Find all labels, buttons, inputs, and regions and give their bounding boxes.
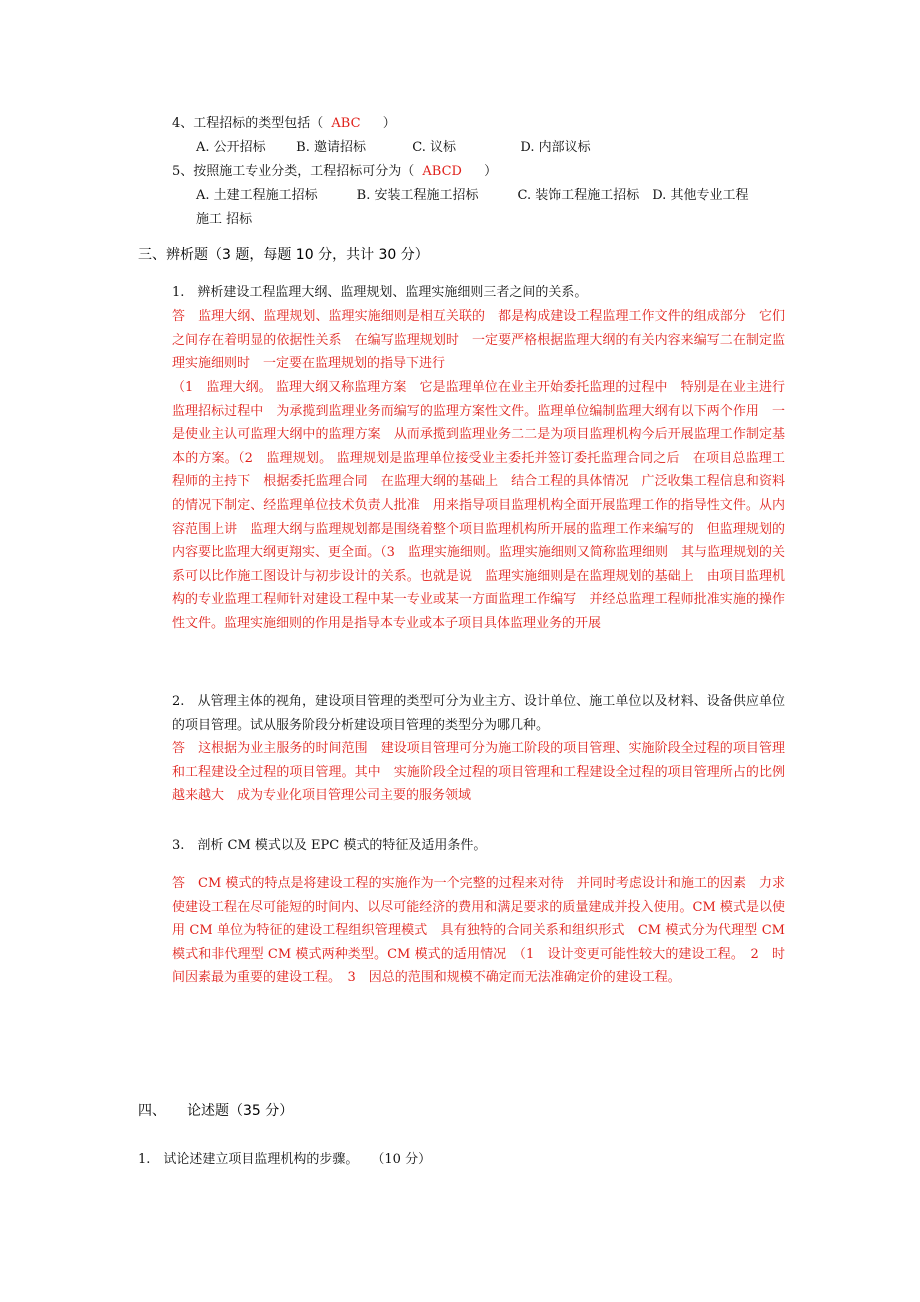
q4-answer: ABC: [331, 116, 361, 131]
q4-option-d: D. 内部议标: [520, 140, 591, 155]
q4-options: [196, 138, 591, 158]
s3-q1-question: 1. 辨析建设工程监理大纲、监理规划、监理实施细则三者之间的关系。: [172, 285, 588, 300]
q5-stem: 5、按照施工专业分类，工程招标可分为（: [172, 164, 415, 179]
s3-q2-question: 2. 从管理主体的视角，建设项目管理的类型可分为业主方、设计单位、施工单位以及材料、设备供应单位的项目管理。试从服务阶段分析建设项目管理的类型分为哪几种。: [172, 694, 785, 733]
s3-q1-answer-intro: 答 监理大纲、监理规划、监理实施细则是相互关联的 都是构成建设工程监理工作文件的组成部分 它们之间存在着明显的依据性关系 在编写监理规划时 一定要严格根据监理大纲的有关内容来编写二在制定监理实施细则时 一定要在监理规划的指导下进行: [172, 309, 785, 372]
section4-heading: 四、 论述题（35 分）: [138, 1103, 294, 1119]
s4-q1-question: 1. 试论述建立项目监理机构的步骤。 （10 分）: [138, 1152, 432, 1167]
section3-heading: 三、辨析题（3 题，每题 10 分，共计 30 分）: [138, 247, 429, 263]
s3-q1-answer-detail: （1 监理大纲。 监理大纲又称监理方案 它是监理单位在业主开始委托监理的过程中 特别是在业主进行监理招标过程中 为承揽到监理业务而编写的监理方案性文件。监理单位编制监理大纲有以下两个作用 一是使业主认可监理大纲中的监理方案 从而承揽到监理业务二二是为项目监理机构今后开展监理工作制定基本的方案。（2 监理规划。 监理规划是监理单位接受业主委托并签订委托监理合同之后 在项目总监理工程师的主持下 根据委托监理合同 在监理大纲的基础上 结合工程的具体情况 广泛收集工程信息和资料的情况下制定、经监理单位技术负责人批准 用来指导项目监理机构全面开展监理工作的指导性文件。从内容范围上讲 监理大纲与监理规划都是围绕着整个项目监理机构所开展的监理工作来编写的 但监理规划的内容要比监理大纲更翔实、更全面。（3 监理实施细则。监理实施细则又简称监理细则 其与监理规划的关系可以比作施工图设计与初步设计的关系。也就是说 监理实施细则是在监理规划的基础上 由项目监理机构的专业监理工程师针对建设工程中某一专业或某一方面监理工作编写 并经总监理工程师批准实施的操作性文件。监理实施细则的作用是指导本专业或本子项目具体监理业务的开展: [172, 380, 785, 631]
q5-close: ）: [484, 164, 498, 179]
q5-answer: ABCD: [422, 164, 462, 179]
q4-option-a: A. 公开招标: [196, 140, 266, 155]
q5-options-line1: A. 土建工程施工招标 B. 安装工程施工招标 C. 装饰工程施工招标 D. 其他专业工程: [196, 188, 749, 203]
q4-option-b: B. 邀请招标: [296, 140, 366, 155]
q4-option-c: C. 议标: [412, 140, 457, 155]
q5-options-line2: 施工 招标: [196, 212, 253, 227]
s3-q2-answer: 答 这根据为业主服务的时间范围 建设项目管理可分为施工阶段的项目管理、实施阶段全过程的项目管理和工程建设全过程的项目管理。其中 实施阶段全过程的项目管理和工程建设全过程的项目管理所占的比例越来越大 成为专业化项目管理公司主要的服务领域: [172, 741, 785, 804]
q4-line: [172, 114, 396, 134]
q4-stem: 4、工程招标的类型包括（: [172, 116, 324, 131]
q5-line: [172, 162, 497, 182]
q4-close: ）: [382, 116, 396, 131]
s3-q3-answer: 答 CM 模式的特点是将建设工程的实施作为一个完整的过程来对待 并同时考虑设计和施工的因素 力求使建设工程在尽可能短的时间内、以尽可能经济的费用和满足要求的质量建成并投入使用。CM 模式是以使用 CM 单位为特征的建设工程组织管理模式 具有独特的合同关系和组织形式 CM 模式分为代理型 CM 模式和非代理型 CM 模式两种类型。CM 模式的适用情况 （1 设计变更可能性较大的建设工程。 2 时间因素最为重要的建设工程。 3 因总的范围和规模不确定而无法准确定价的建设工程。: [172, 876, 785, 986]
s3-q3-question: 3. 剖析 CM 模式以及 EPC 模式的特征及适用条件。: [172, 838, 487, 853]
